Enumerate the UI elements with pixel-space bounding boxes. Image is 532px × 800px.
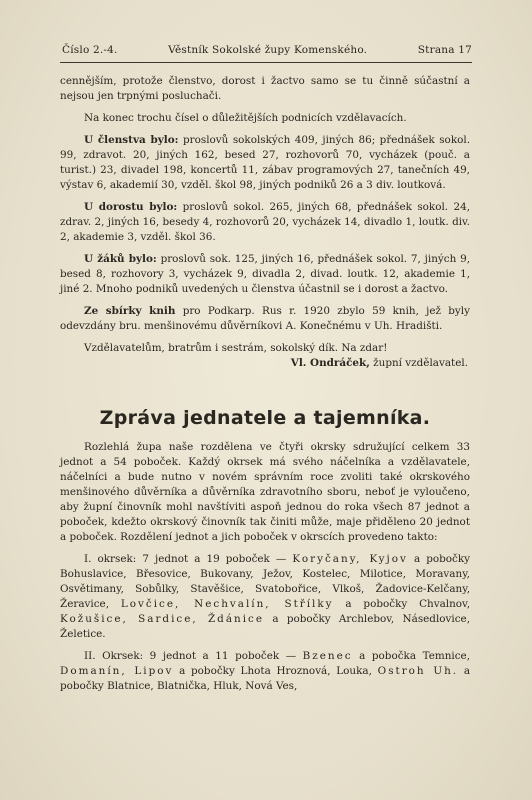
section-title: Zpráva jednatele a tajemníka. <box>99 407 431 429</box>
running-header <box>62 44 472 56</box>
okrsek-1-paragraph <box>60 552 470 642</box>
okrsek-2-jednoty-c: Ostroh Uh. <box>377 665 459 677</box>
zaci-paragraph <box>60 252 470 297</box>
okrsek-1-pobocky-b: a pobočky Chvalnov, <box>345 598 470 610</box>
sbirka-paragraph <box>60 304 470 334</box>
okrsek-1-pobocky-a: a pobočky Bohuslavice, Břesovice, Bukovany, Ježov, Kostelec, Milotice, Moravany, Osvětimany, Sobůlky, Stavěšice, Svatobořice, Vlkoš, Žadovice-Kelčany, Žeravice, <box>60 553 470 610</box>
okrsek-2-pobocky-b: a pobočky Lhota Hroznová, Louka, <box>179 665 372 677</box>
okrsek-2-lead: II. Okrsek: 9 jednot a 11 poboček — <box>84 650 297 662</box>
journal-title: Věstník Sokolské župy Komenského. <box>168 44 368 56</box>
clenstvo-text: proslovů sokolských 409, jiných 86; přednášek sokol. 99, zdravot. 20, jiných 162, besed 27, rozhovorů 70, vycházek (pouč. a turist.) 23, divadel 198, koncertů 11, zábav programových 27, tanečních 49, výstav 6, akademií 30, vzděl. škol 98, jiných podniků 26 a 3 div. loutková. <box>60 134 470 191</box>
signature-name: Vl. Ondráček, <box>290 357 370 369</box>
okrsek-2-jednoty-a: Bzenec <box>302 650 353 662</box>
signature <box>60 356 468 371</box>
clenstvo-paragraph <box>60 133 470 193</box>
intro-paragraph: cennějším, protože členstvo, dorost i žactvo samo se tu činně súčastní a nejsou jen trpnými posluchači. <box>60 75 470 102</box>
sbirka-text: pro Podkarp. Rus r. 1920 zbylo 59 knih, jež byly odevzdány bru. menšinovému důvěrníkovi A. Konečnému v Uh. Hradišti. <box>60 305 470 332</box>
dorost-paragraph <box>60 200 470 245</box>
okrsek-2-paragraph <box>60 649 470 694</box>
okrsek-1-jednoty-c: Kožušice, Sardice, Ždánice <box>60 613 265 625</box>
report-paragraph: Rozlehlá župa naše rozdělena ve čtyři okrsky sdružující celkem 33 jednot a 54 poboček. Každý okrsek má svého náčelníka a vzdělavatele, náčelníci a bude nutno v novém správním roce zvoliti také okrskového menšinového důvěrníka a důvěrníka zdravotního sboru, neboť je vyloučeno, aby župní činovník mohl navštíviti aspoň jednou do roka všech 87 jednot a poboček, kdežto okrskový činovník tak činiti může, maje přiděleno 20 jednot a poboček. Rozdělení jednot a jich poboček v okrscích provedeno takto: <box>60 441 470 543</box>
dorost-text: proslovů sokol. 265, jiných 68, přednášek sokol. 24, zdrav. 2, jiných 16, besedy 4, rozhovorů 20, vycházek 14, divadlo 1, loutk. div. 2, akademie 3, vzděl. škol 36. <box>60 201 470 243</box>
header-rule <box>60 62 472 63</box>
dorost-label: U dorostu bylo: <box>84 201 178 213</box>
page-number: Strana 17 <box>417 44 472 56</box>
okrsek-2-pobocky-a: a pobočka Temnice, <box>359 650 470 662</box>
okrsek-1-lead: I. okrsek: 7 jednot a 19 poboček — <box>84 553 287 565</box>
okrsek-2-pobocky-c: a pobočky Blatnice, Blatnička, Hluk, Nová Ves, <box>60 665 471 692</box>
sbirka-label: Ze sbírky knih <box>84 305 176 317</box>
issue-number: Číslo 2.-4. <box>62 44 118 56</box>
zaci-label: U žáků bylo: <box>84 253 157 265</box>
okrsek-1-jednoty-a: Koryčany, Kyjov <box>292 553 408 565</box>
okrsek-1-pobocky-c: a pobočky Archlebov, Násedlovice, Želetice. <box>60 613 470 640</box>
thanks-line: Vzdělavatelům, bratrům i sestrám, sokolský dík. Na zdar! <box>84 342 388 354</box>
intro-numbers-paragraph: Na konec trochu čísel o důležitějších podnicích vzdělavacích. <box>84 112 407 124</box>
clenstvo-label: U členstva bylo: <box>84 134 179 146</box>
zaci-text: proslovů sok. 125, jiných 16, přednášek sokol. 7, jiných 9, besed 8, rozhovory 3, vycházek 9, divadla 2, divad. loutk. 12, akademie 1, jiné 2. Mnoho podniků uvedených u členstva účastnil se i dorost a žactvo. <box>60 253 471 295</box>
okrsek-1-jednoty-b: Lovčice, Nechvalín, Střílky <box>120 598 334 610</box>
page-body <box>60 74 470 694</box>
okrsek-2-jednoty-b: Domanín, Lipov <box>60 665 174 677</box>
signature-role: župní vzdělavatel. <box>373 357 468 369</box>
